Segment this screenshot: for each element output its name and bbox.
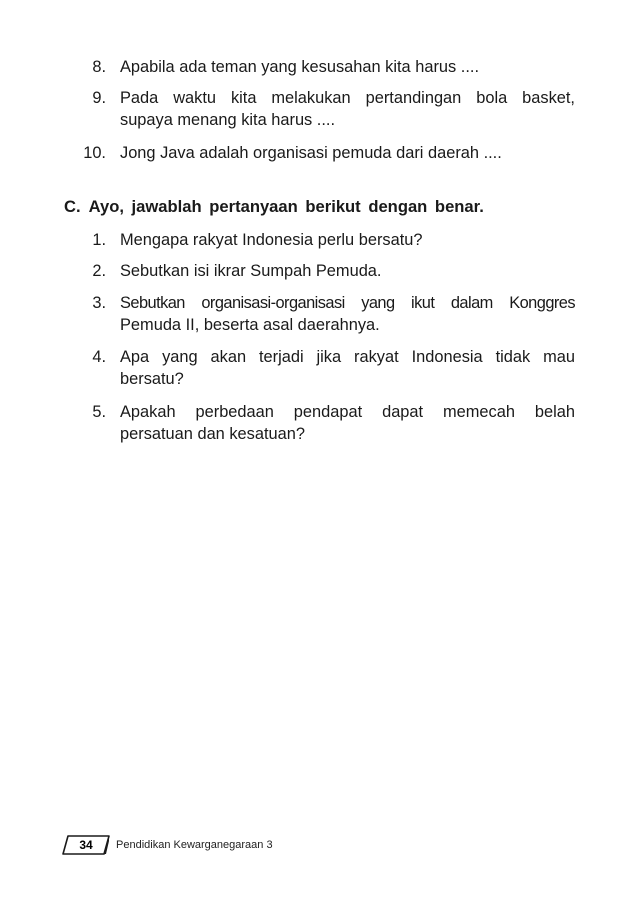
question-line: Sebutkan isi ikrar Sumpah Pemuda. [120,262,382,280]
question-line: Pada waktu kita melakukan pertandingan bola basket, [120,89,575,107]
page-number: 34 [79,838,93,852]
question-number: 10. [83,144,106,162]
question-number: 2. [92,262,106,280]
question-line: Mengapa rakyat Indonesia perlu bersatu? [120,231,423,249]
section-heading-text: Ayo, jawablah pertanyaan berikut dengan benar. [88,197,484,216]
question-line: Pemuda II, beserta asal daerahnya. [120,316,380,334]
question-number: 4. [92,348,106,366]
question-text [120,292,575,336]
section-letter: C. [64,197,81,216]
question-text [120,142,575,164]
question-text [120,56,575,78]
question-line: persatuan dan kesatuan? [120,425,305,443]
question-line: Sebutkan organisasi-organisasi yang ikut dalam Konggres [120,294,575,312]
question-number: 1. [92,231,106,249]
section-c-heading [64,196,484,218]
page-number-badge [62,835,110,855]
book-title: Pendidikan Kewarganegaraan 3 [116,839,273,851]
question-number: 9. [92,89,106,107]
page-footer [62,835,362,857]
question-line: Apabila ada teman yang kesusahan kita harus .... [120,58,480,76]
question-text [120,401,575,445]
question-text [120,260,575,282]
question-line: Apakah perbedaan pendapat dapat memecah belah [120,403,575,421]
question-text [120,87,575,131]
question-line: bersatu? [120,370,184,388]
question-number: 8. [92,58,106,76]
question-line: supaya menang kita harus .... [120,111,336,129]
question-number: 5. [92,403,106,421]
question-text [120,229,575,251]
question-number: 3. [92,294,106,312]
question-line: Apa yang akan terjadi jika rakyat Indonesia tidak mau [120,348,575,366]
question-line: Jong Java adalah organisasi pemuda dari daerah .... [120,144,502,162]
question-text [120,346,575,390]
